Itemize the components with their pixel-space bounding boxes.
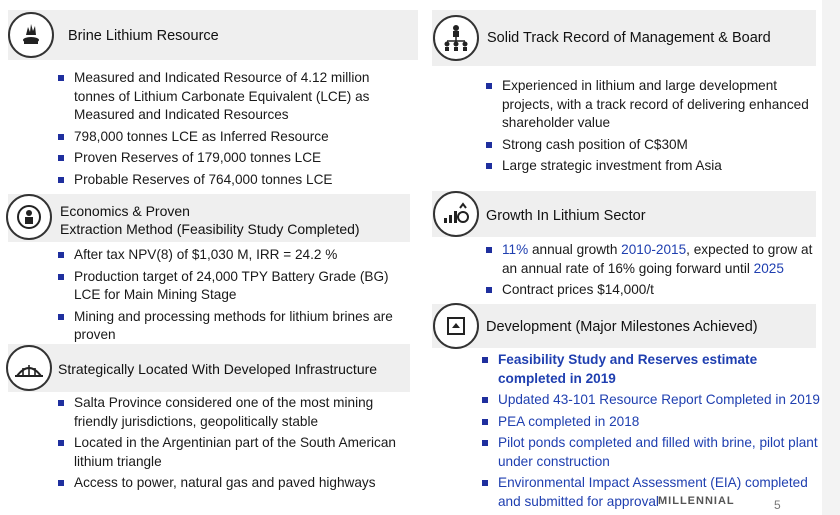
track-title: Solid Track Record of Management & Board	[487, 30, 771, 46]
list-item: Salta Province considered one of the most mining friendly jurisdictions, geopolitically stable	[58, 394, 408, 431]
growth-chart-icon	[433, 191, 479, 237]
list-item: Large strategic investment from Asia	[486, 157, 816, 176]
growth-text-2: , expected to grow at an annual rate of 16% going forward until	[502, 242, 813, 276]
list-item: Environmental Impact Assessment (EIA) completed and submitted for approval	[482, 474, 827, 511]
growth-text: annual growth	[528, 242, 622, 257]
flame-bowl-icon	[8, 12, 54, 58]
company-logo: MILLENNIAL	[658, 495, 735, 507]
list-item: Pilot ponds completed and filled with brine, pilot plant under construction	[482, 434, 827, 471]
list-item: Access to power, natural gas and paved highways	[58, 474, 408, 493]
list-item: PEA completed in 2018	[482, 413, 827, 432]
development-title: Development (Major Milestones Achieved)	[486, 319, 758, 335]
list-item: Mining and processing methods for lithium brines are proven	[58, 308, 403, 345]
growth-title: Growth In Lithium Sector	[486, 208, 646, 224]
list-item: 798,000 tonnes LCE as Inferred Resource	[58, 128, 403, 147]
growth-period: 2010-2015	[621, 242, 687, 257]
growth-rate: 11%	[502, 242, 529, 257]
growth-year: 2025	[753, 260, 784, 276]
economics-list	[58, 246, 403, 348]
brine-list	[58, 69, 403, 192]
development-list	[482, 351, 827, 514]
list-item: Proven Reserves of 179,000 tonnes LCE	[58, 149, 403, 168]
list-item: After tax NPV(8) of $1,030 M, IRR = 24.2 %	[58, 246, 403, 265]
list-item: Strong cash position of C$30M	[486, 136, 816, 155]
location-title: Strategically Located With Developed Infrastructure	[58, 361, 378, 377]
milestone-icon	[433, 303, 479, 349]
list-item: Experienced in lithium and large development projects, with a track record of delivering enhanced shareholder value	[486, 77, 816, 133]
list-item: Updated 43-101 Resource Report Completed in 2019	[482, 391, 827, 410]
list-item: Probable Reserves of 764,000 tonnes LCE	[58, 171, 403, 190]
list-item: Feasibility Study and Reserves estimate completed in 2019	[482, 351, 827, 388]
list-item: Contract prices $14,000/t	[486, 281, 831, 300]
org-chart-icon	[433, 15, 479, 61]
brine-title: Brine Lithium Resource	[68, 28, 219, 44]
list-item: Located in the Argentinian part of the South American lithium triangle	[58, 434, 408, 471]
list-item: Measured and Indicated Resource of 4.12 million tonnes of Lithium Carbonate Equivalent (LCE) as Measured and Indicated Resources	[58, 69, 403, 125]
list-item: Production target of 24,000 TPY Battery Grade (BG) LCE for Main Mining Stage	[58, 268, 403, 305]
location-list	[58, 394, 408, 496]
economics-title-line1: Economics & Proven	[60, 203, 190, 219]
coin-stack-icon	[6, 194, 52, 240]
economics-title-line2: Extraction Method (Feasibility Study Completed)	[60, 221, 360, 237]
track-list	[486, 77, 816, 179]
page-number: 5	[774, 498, 781, 512]
growth-list	[486, 241, 831, 303]
list-item	[486, 241, 831, 278]
bridge-icon	[6, 345, 52, 391]
